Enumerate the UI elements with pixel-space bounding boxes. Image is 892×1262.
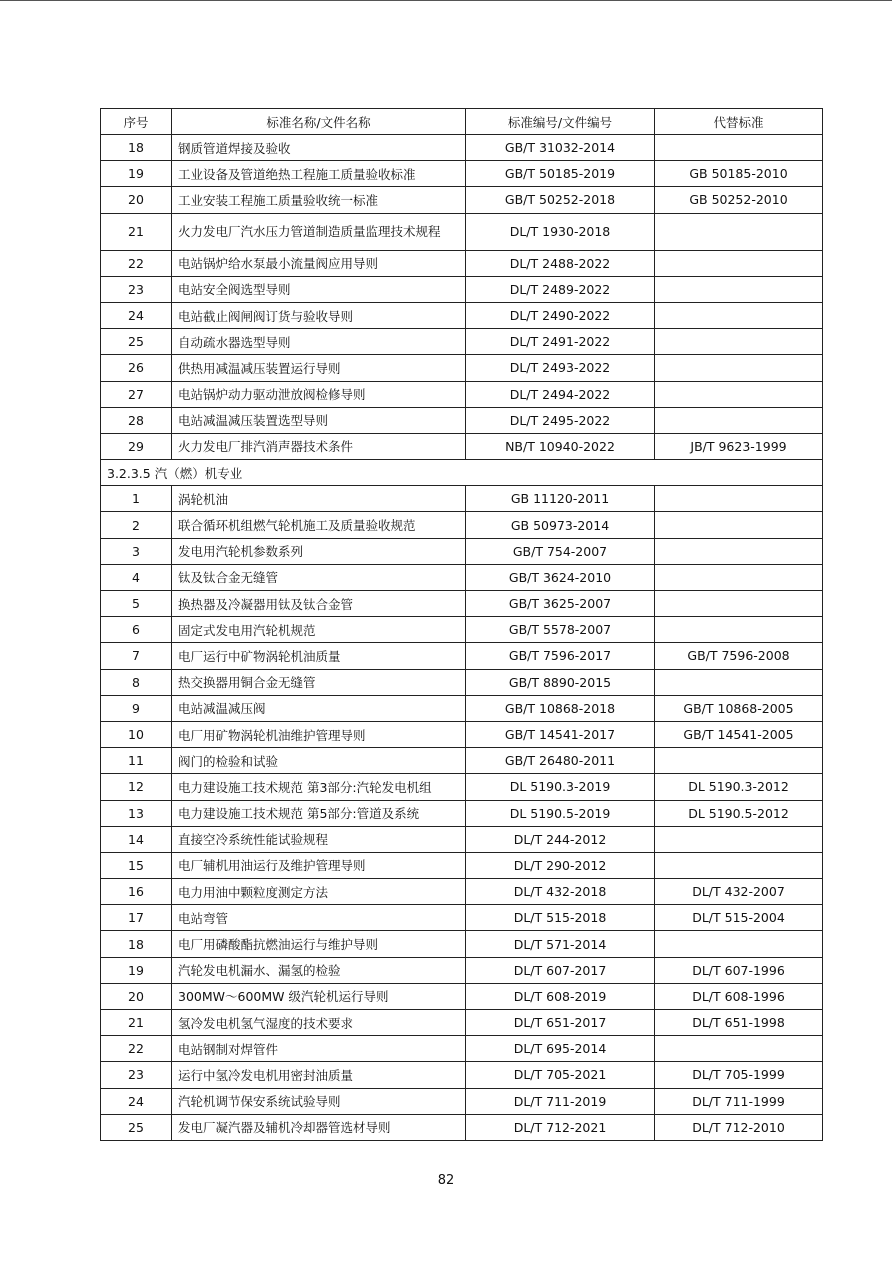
standard-code: DL/T 705-2021 bbox=[466, 1062, 655, 1088]
standard-name: 联合循环机组燃气轮机施工及质量验收规范 bbox=[172, 512, 466, 538]
standard-code: GB/T 31032-2014 bbox=[466, 135, 655, 161]
standard-code: DL/T 290-2012 bbox=[466, 852, 655, 878]
standard-code: DL/T 711-2019 bbox=[466, 1088, 655, 1114]
replaced-standard: DL/T 515-2004 bbox=[655, 905, 823, 931]
replaced-standard bbox=[655, 355, 823, 381]
row-number: 17 bbox=[101, 905, 172, 931]
standard-code: DL/T 608-2019 bbox=[466, 983, 655, 1009]
row-number: 5 bbox=[101, 591, 172, 617]
table-row bbox=[101, 512, 823, 538]
row-number: 29 bbox=[101, 433, 172, 459]
replaced-standard bbox=[655, 669, 823, 695]
replaced-standard bbox=[655, 407, 823, 433]
replaced-standard: GB/T 10868-2005 bbox=[655, 695, 823, 721]
table-row bbox=[101, 643, 823, 669]
standard-code: GB/T 26480-2011 bbox=[466, 748, 655, 774]
standard-code: GB/T 14541-2017 bbox=[466, 721, 655, 747]
row-number: 2 bbox=[101, 512, 172, 538]
table-row bbox=[101, 433, 823, 459]
row-number: 24 bbox=[101, 1088, 172, 1114]
table-body-bottom bbox=[101, 486, 823, 1141]
row-number: 23 bbox=[101, 276, 172, 302]
row-number: 3 bbox=[101, 538, 172, 564]
standard-name: 电站锅炉给水泵最小流量阀应用导则 bbox=[172, 250, 466, 276]
row-number: 21 bbox=[101, 1010, 172, 1036]
table-row bbox=[101, 329, 823, 355]
row-number: 18 bbox=[101, 931, 172, 957]
replaced-standard bbox=[655, 512, 823, 538]
standard-code: GB/T 5578-2007 bbox=[466, 617, 655, 643]
standard-code: DL/T 2488-2022 bbox=[466, 250, 655, 276]
standard-name: 汽轮机调节保安系统试验导则 bbox=[172, 1088, 466, 1114]
row-number: 8 bbox=[101, 669, 172, 695]
row-number: 12 bbox=[101, 774, 172, 800]
standard-code: GB/T 50252-2018 bbox=[466, 187, 655, 213]
row-number: 19 bbox=[101, 957, 172, 983]
table-row bbox=[101, 187, 823, 213]
replaced-standard: DL 5190.3-2012 bbox=[655, 774, 823, 800]
standard-code: GB 50973-2014 bbox=[466, 512, 655, 538]
table-row bbox=[101, 161, 823, 187]
table-row bbox=[101, 276, 823, 302]
header-standard-name: 标准名称/文件名称 bbox=[172, 109, 466, 135]
standards-table bbox=[100, 108, 823, 1141]
standard-name: 供热用减温减压装置运行导则 bbox=[172, 355, 466, 381]
table-row bbox=[101, 879, 823, 905]
standard-code: GB/T 8890-2015 bbox=[466, 669, 655, 695]
standard-code: GB 11120-2011 bbox=[466, 486, 655, 512]
row-number: 22 bbox=[101, 1036, 172, 1062]
table-row bbox=[101, 486, 823, 512]
standard-name: 自动疏水器选型导则 bbox=[172, 329, 466, 355]
row-number: 7 bbox=[101, 643, 172, 669]
replaced-standard bbox=[655, 135, 823, 161]
standard-code: DL/T 1930-2018 bbox=[466, 213, 655, 250]
replaced-standard bbox=[655, 302, 823, 328]
standard-code: DL/T 2493-2022 bbox=[466, 355, 655, 381]
replaced-standard bbox=[655, 617, 823, 643]
row-number: 19 bbox=[101, 161, 172, 187]
replaced-standard: JB/T 9623-1999 bbox=[655, 433, 823, 459]
standard-code: DL/T 2490-2022 bbox=[466, 302, 655, 328]
replaced-standard: DL/T 432-2007 bbox=[655, 879, 823, 905]
table-row bbox=[101, 407, 823, 433]
table-row bbox=[101, 564, 823, 590]
table-row bbox=[101, 957, 823, 983]
row-number: 27 bbox=[101, 381, 172, 407]
top-border-line bbox=[0, 0, 892, 1]
standard-name: 固定式发电用汽轮机规范 bbox=[172, 617, 466, 643]
row-number: 15 bbox=[101, 852, 172, 878]
standard-code: DL/T 2494-2022 bbox=[466, 381, 655, 407]
standard-name: 电站减温减压装置选型导则 bbox=[172, 407, 466, 433]
standard-code: DL/T 515-2018 bbox=[466, 905, 655, 931]
row-number: 18 bbox=[101, 135, 172, 161]
row-number: 26 bbox=[101, 355, 172, 381]
table-row bbox=[101, 617, 823, 643]
standard-code: NB/T 10940-2022 bbox=[466, 433, 655, 459]
replaced-standard bbox=[655, 381, 823, 407]
standard-code: DL/T 432-2018 bbox=[466, 879, 655, 905]
row-number: 4 bbox=[101, 564, 172, 590]
standard-code: DL/T 2495-2022 bbox=[466, 407, 655, 433]
standard-name: 电厂用磷酸酯抗燃油运行与维护导则 bbox=[172, 931, 466, 957]
row-number: 25 bbox=[101, 329, 172, 355]
standard-name: 电厂辅机用油运行及维护管理导则 bbox=[172, 852, 466, 878]
section-title: 3.2.3.5 汽（燃）机专业 bbox=[101, 460, 823, 486]
table-row bbox=[101, 135, 823, 161]
table-row bbox=[101, 1114, 823, 1140]
standard-code: DL/T 2491-2022 bbox=[466, 329, 655, 355]
standard-code: GB/T 7596-2017 bbox=[466, 643, 655, 669]
standard-name: 氢冷发电机氢气湿度的技术要求 bbox=[172, 1010, 466, 1036]
replaced-standard bbox=[655, 564, 823, 590]
replaced-standard bbox=[655, 486, 823, 512]
header-standard-code: 标准编号/文件编号 bbox=[466, 109, 655, 135]
header-replaced-standard: 代替标准 bbox=[655, 109, 823, 135]
standard-code: DL/T 695-2014 bbox=[466, 1036, 655, 1062]
table-row bbox=[101, 591, 823, 617]
standard-name: 发电厂凝汽器及辅机冷却器管选材导则 bbox=[172, 1114, 466, 1140]
row-number: 16 bbox=[101, 879, 172, 905]
replaced-standard: DL/T 607-1996 bbox=[655, 957, 823, 983]
standard-name: 工业安装工程施工质量验收统一标准 bbox=[172, 187, 466, 213]
standard-name: 电站安全阀选型导则 bbox=[172, 276, 466, 302]
standard-code: GB/T 3624-2010 bbox=[466, 564, 655, 590]
standard-name: 热交换器用铜合金无缝管 bbox=[172, 669, 466, 695]
standard-name: 电厂用矿物涡轮机油维护管理导则 bbox=[172, 721, 466, 747]
standard-name: 300MW～600MW 级汽轮机运行导则 bbox=[172, 983, 466, 1009]
row-number: 1 bbox=[101, 486, 172, 512]
standard-name: 电力建设施工技术规范 第3部分:汽轮发电机组 bbox=[172, 774, 466, 800]
replaced-standard: GB 50185-2010 bbox=[655, 161, 823, 187]
standard-code: DL/T 244-2012 bbox=[466, 826, 655, 852]
replaced-standard bbox=[655, 250, 823, 276]
standard-name: 发电用汽轮机参数系列 bbox=[172, 538, 466, 564]
row-number: 13 bbox=[101, 800, 172, 826]
standard-name: 换热器及冷凝器用钛及钛合金管 bbox=[172, 591, 466, 617]
replaced-standard bbox=[655, 329, 823, 355]
table-section bbox=[101, 460, 823, 486]
standard-code: GB/T 754-2007 bbox=[466, 538, 655, 564]
standard-name: 汽轮发电机漏水、漏氢的检验 bbox=[172, 957, 466, 983]
row-number: 24 bbox=[101, 302, 172, 328]
standard-name: 电站减温减压阀 bbox=[172, 695, 466, 721]
standard-name: 电力用油中颗粒度测定方法 bbox=[172, 879, 466, 905]
standard-code: DL/T 607-2017 bbox=[466, 957, 655, 983]
replaced-standard bbox=[655, 538, 823, 564]
table-row bbox=[101, 1036, 823, 1062]
table-row bbox=[101, 213, 823, 250]
table-row bbox=[101, 695, 823, 721]
table-row bbox=[101, 774, 823, 800]
table-row bbox=[101, 800, 823, 826]
table-row bbox=[101, 983, 823, 1009]
standard-name: 阀门的检验和试验 bbox=[172, 748, 466, 774]
standard-name: 钢质管道焊接及验收 bbox=[172, 135, 466, 161]
replaced-standard: GB/T 7596-2008 bbox=[655, 643, 823, 669]
standard-name: 工业设备及管道绝热工程施工质量验收标准 bbox=[172, 161, 466, 187]
standard-code: DL/T 712-2021 bbox=[466, 1114, 655, 1140]
standard-name: 火力发电厂排汽消声器技术条件 bbox=[172, 433, 466, 459]
replaced-standard bbox=[655, 1036, 823, 1062]
row-number: 20 bbox=[101, 983, 172, 1009]
row-number: 6 bbox=[101, 617, 172, 643]
header-number: 序号 bbox=[101, 109, 172, 135]
standard-name: 电站钢制对焊管件 bbox=[172, 1036, 466, 1062]
replaced-standard: DL/T 712-2010 bbox=[655, 1114, 823, 1140]
standard-name: 运行中氢冷发电机用密封油质量 bbox=[172, 1062, 466, 1088]
replaced-standard bbox=[655, 276, 823, 302]
row-number: 25 bbox=[101, 1114, 172, 1140]
replaced-standard bbox=[655, 591, 823, 617]
row-number: 21 bbox=[101, 213, 172, 250]
replaced-standard: DL 5190.5-2012 bbox=[655, 800, 823, 826]
standard-name: 电厂运行中矿物涡轮机油质量 bbox=[172, 643, 466, 669]
standard-name: 火力发电厂汽水压力管道制造质量监理技术规程 bbox=[172, 213, 466, 250]
standard-code: DL/T 2489-2022 bbox=[466, 276, 655, 302]
replaced-standard bbox=[655, 826, 823, 852]
replaced-standard: GB/T 14541-2005 bbox=[655, 721, 823, 747]
standard-name: 钛及钛合金无缝管 bbox=[172, 564, 466, 590]
table-row bbox=[101, 748, 823, 774]
table-row bbox=[101, 381, 823, 407]
row-number: 14 bbox=[101, 826, 172, 852]
table-body-top bbox=[101, 135, 823, 460]
row-number: 9 bbox=[101, 695, 172, 721]
table-row bbox=[101, 852, 823, 878]
section-row bbox=[101, 460, 823, 486]
page-number: 82 bbox=[437, 1173, 455, 1188]
table-row bbox=[101, 538, 823, 564]
table-row bbox=[101, 721, 823, 747]
table-row bbox=[101, 905, 823, 931]
table-row bbox=[101, 669, 823, 695]
table-row bbox=[101, 250, 823, 276]
replaced-standard: DL/T 651-1998 bbox=[655, 1010, 823, 1036]
table-row bbox=[101, 1062, 823, 1088]
standard-code: DL 5190.5-2019 bbox=[466, 800, 655, 826]
row-number: 10 bbox=[101, 721, 172, 747]
standard-name: 电站锅炉动力驱动泄放阀检修导则 bbox=[172, 381, 466, 407]
replaced-standard bbox=[655, 213, 823, 250]
standard-name: 涡轮机油 bbox=[172, 486, 466, 512]
standard-code: GB/T 50185-2019 bbox=[466, 161, 655, 187]
table-row bbox=[101, 1010, 823, 1036]
standard-code: DL/T 571-2014 bbox=[466, 931, 655, 957]
standard-name: 电站弯管 bbox=[172, 905, 466, 931]
standard-code: GB/T 3625-2007 bbox=[466, 591, 655, 617]
standard-name: 电力建设施工技术规范 第5部分:管道及系统 bbox=[172, 800, 466, 826]
row-number: 23 bbox=[101, 1062, 172, 1088]
standard-name: 电站截止阀闸阀订货与验收导则 bbox=[172, 302, 466, 328]
replaced-standard bbox=[655, 931, 823, 957]
row-number: 22 bbox=[101, 250, 172, 276]
replaced-standard: GB 50252-2010 bbox=[655, 187, 823, 213]
table-row bbox=[101, 931, 823, 957]
row-number: 20 bbox=[101, 187, 172, 213]
standard-name: 直接空冷系统性能试验规程 bbox=[172, 826, 466, 852]
standard-code: GB/T 10868-2018 bbox=[466, 695, 655, 721]
replaced-standard bbox=[655, 852, 823, 878]
table-row bbox=[101, 302, 823, 328]
table-header-row bbox=[101, 109, 823, 135]
replaced-standard bbox=[655, 748, 823, 774]
replaced-standard: DL/T 705-1999 bbox=[655, 1062, 823, 1088]
standard-code: DL/T 651-2017 bbox=[466, 1010, 655, 1036]
standard-code: DL 5190.3-2019 bbox=[466, 774, 655, 800]
table-row bbox=[101, 826, 823, 852]
table-row bbox=[101, 355, 823, 381]
row-number: 11 bbox=[101, 748, 172, 774]
replaced-standard: DL/T 711-1999 bbox=[655, 1088, 823, 1114]
replaced-standard: DL/T 608-1996 bbox=[655, 983, 823, 1009]
table-row bbox=[101, 1088, 823, 1114]
row-number: 28 bbox=[101, 407, 172, 433]
